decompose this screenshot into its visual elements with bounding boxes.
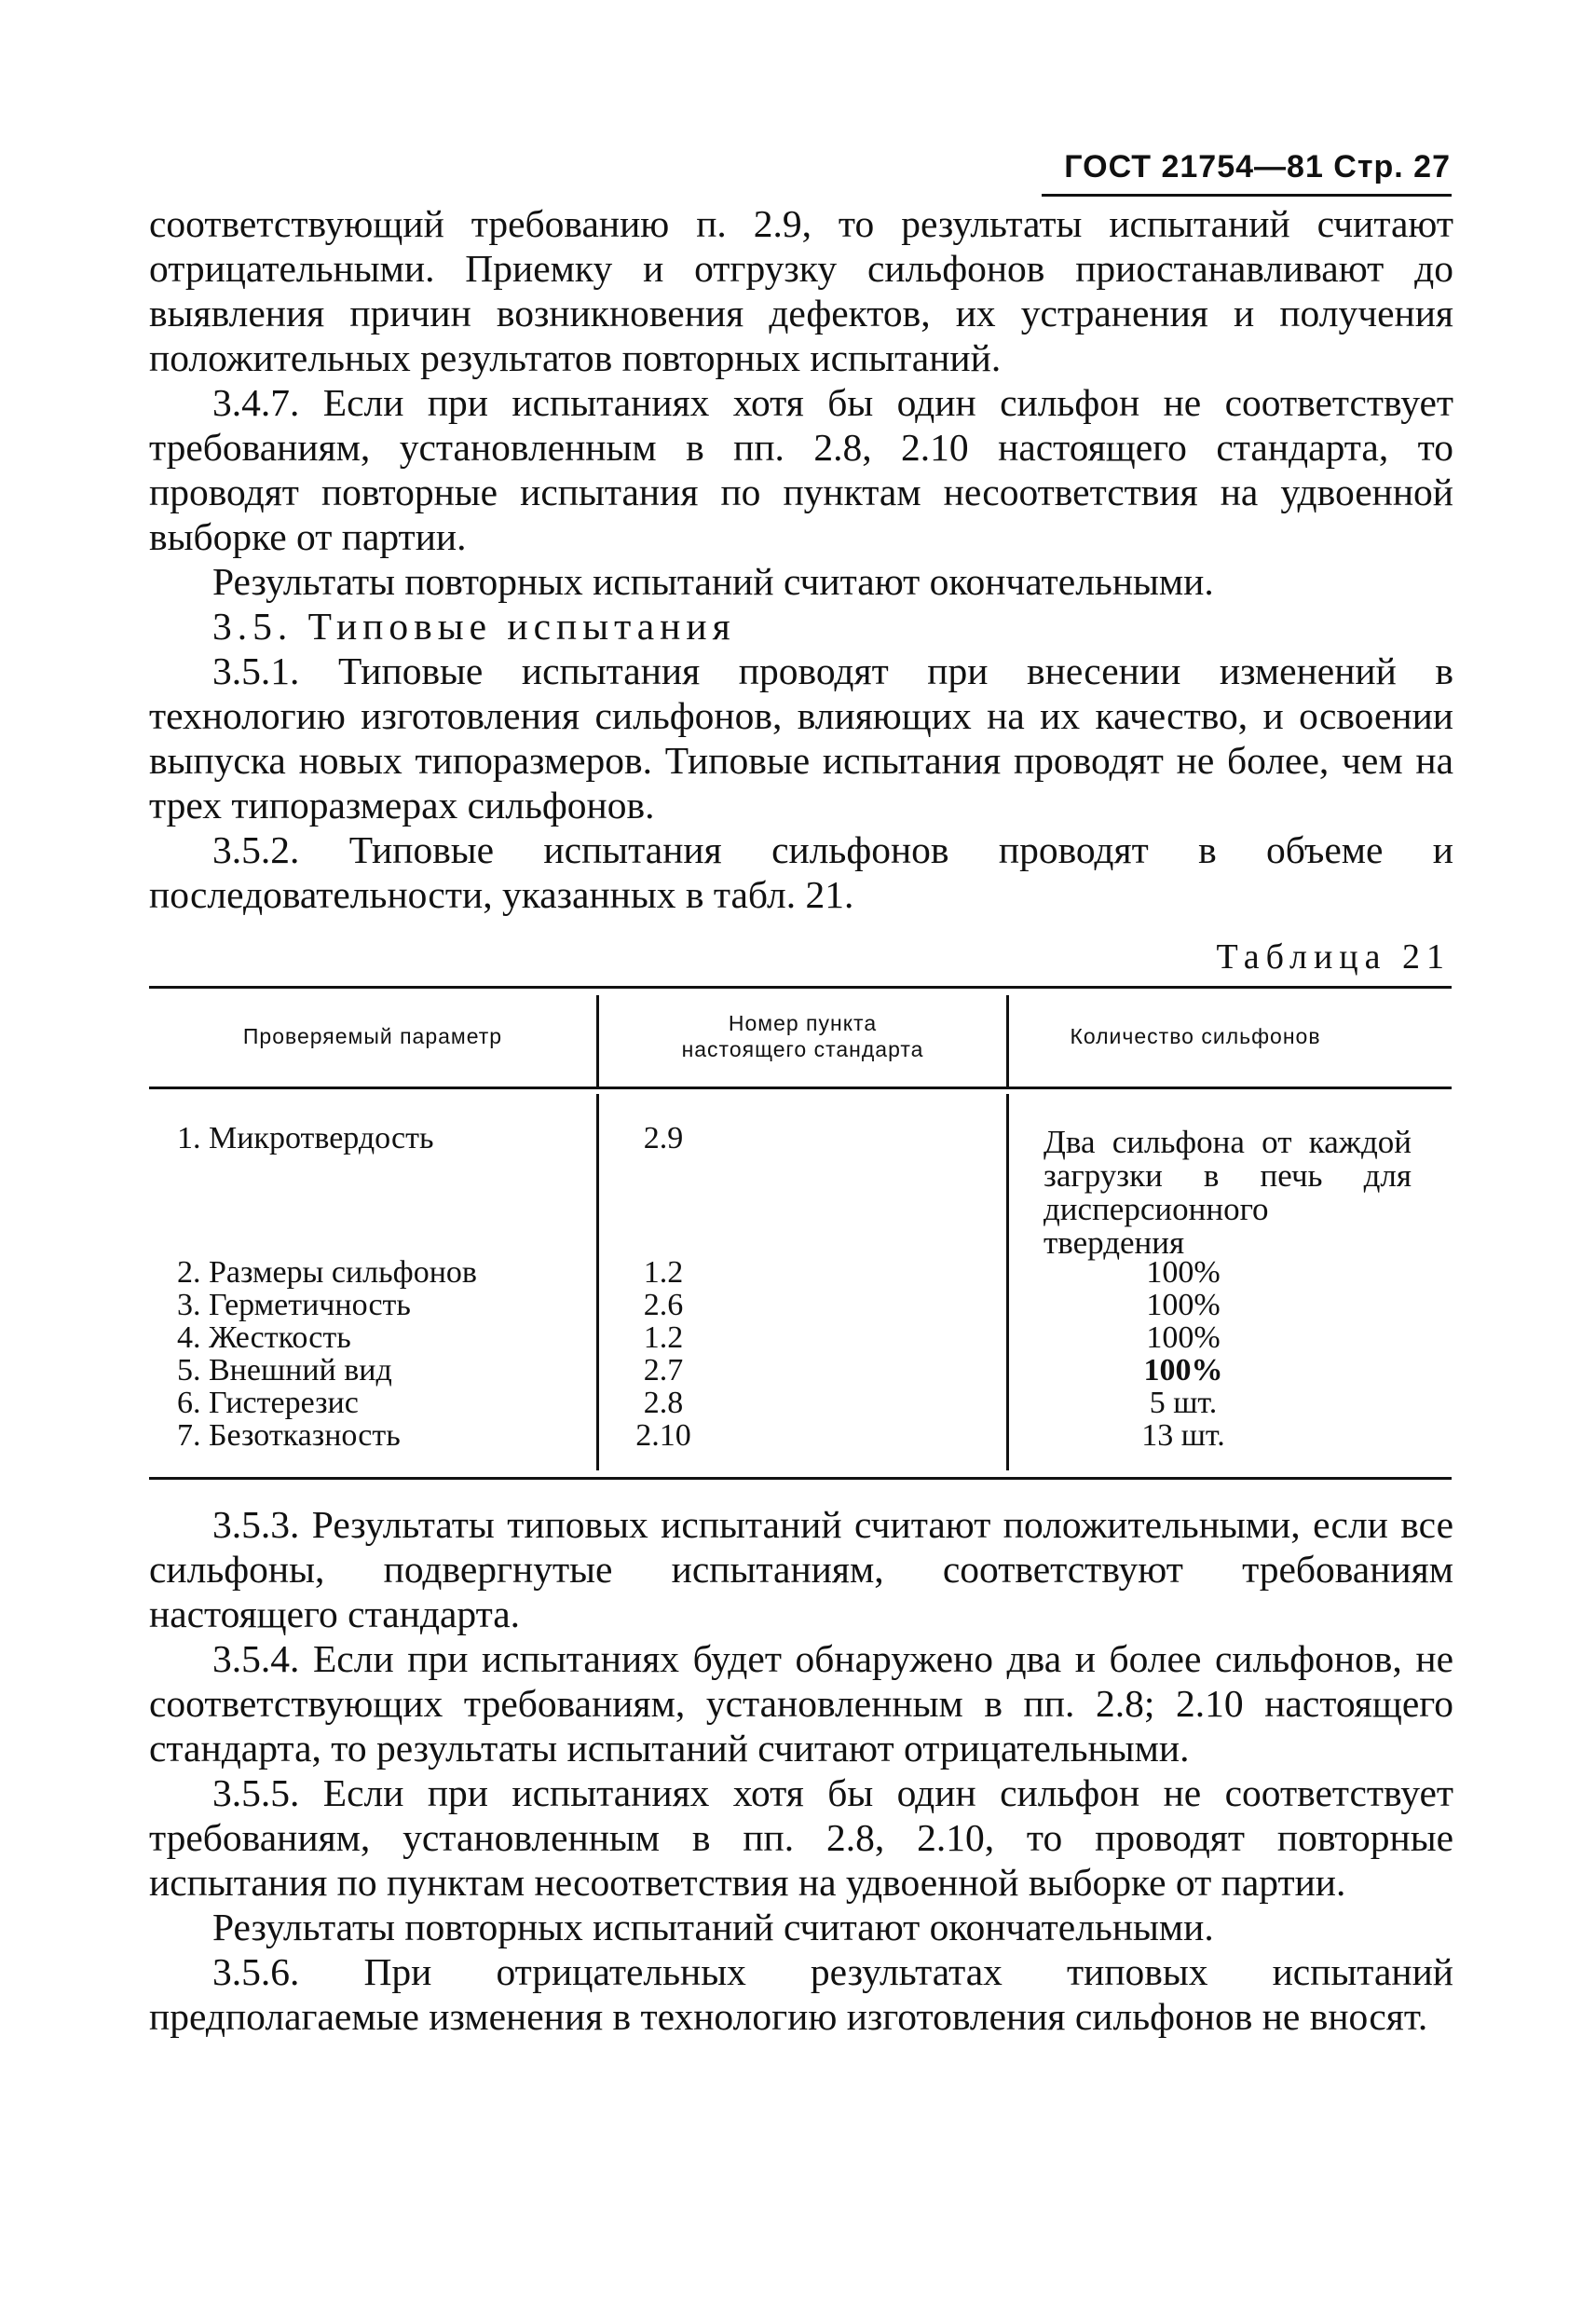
cell-clause: 1.2 (643, 1320, 684, 1355)
header-param: Проверяемый параметр (242, 1024, 503, 1048)
table-bottom-rule (149, 1477, 1452, 1480)
text-block-top (149, 201, 1453, 917)
cell-param: 1. Микротвердость (177, 1121, 434, 1155)
cell-qty: 13 шт. (1141, 1418, 1225, 1453)
cell-clause: 2.9 (643, 1121, 684, 1155)
text-block-bottom (149, 1502, 1453, 2039)
table-column-divider (1006, 1094, 1009, 1470)
paragraph: 3.5.2. Типовые испытания сильфонов проводят в объеме и последовательности, указанных в табл. 21. (149, 828, 1453, 916)
cell-qty: 100% (1146, 1288, 1221, 1322)
table-header-rule (149, 1087, 1452, 1089)
cell-qty: 100% (1146, 1320, 1221, 1355)
cell-clause: 2.8 (643, 1386, 684, 1420)
cell-param: 4. Жесткость (177, 1320, 351, 1355)
cell-qty: Два сильфона от каждой загрузки в печь для дисперсионного твердения (1044, 1124, 1412, 1261)
header-clause-line: настоящего стандарта (681, 1037, 924, 1061)
paragraph: 3.5.3. Результаты типовых испытаний считают положительными, если все сильфоны, подвергнутые испытаниям, соответствуют требованиям настоящего стандарта. (149, 1503, 1453, 1635)
cell-param: 5. Внешний вид (177, 1353, 392, 1387)
paragraph: 3.5.4. Если при испытаниях будет обнаружено два и более сильфонов, не соответствующих требованиям, установленным в пп. 2.8; 2.10 настоящего стандарта, то результаты испытаний считают отрицательными. (149, 1637, 1453, 1770)
cell-param: 2. Размеры сильфонов (177, 1255, 477, 1290)
cell-qty: 100% (1143, 1353, 1223, 1387)
page-header: ГОСТ 21754—81 Стр. 27 (1064, 149, 1451, 185)
cell-clause: 2.6 (643, 1288, 684, 1322)
header-rule (1042, 194, 1452, 197)
table-top-rule (149, 986, 1452, 989)
cell-param: 3. Герметичность (177, 1288, 411, 1322)
header-clause-line: Номер пункта (728, 1011, 878, 1035)
table-label: Таблица 21 (1216, 937, 1451, 977)
cell-param: 6. Гистерезис (177, 1386, 359, 1420)
section-heading: 3.5. Типовые испытания (212, 605, 736, 648)
cell-clause: 2.7 (643, 1353, 684, 1387)
paragraph: 3.4.7. Если при испытаниях хотя бы один сильфон не соответствует требованиям, установленным в пп. 2.8, 2.10 настоящего стандарта, то проводят повторные испытания по пунктам несоответствия на удвоенной выборке от партии. (149, 381, 1453, 558)
paragraph: соответствующий требованию п. 2.9, то результаты испытаний считают отрицательными. Приемку и отгрузку сильфонов приостанавливают до выявления причин возникновения дефектов, их устранения и получения положительных результатов повторных испытаний. (149, 202, 1453, 379)
paragraph: Результаты повторных испытаний считают окончательными. (212, 560, 1214, 603)
cell-qty: 100% (1146, 1255, 1221, 1290)
cell-param: 7. Безотказность (177, 1418, 401, 1453)
paragraph: 3.5.5. Если при испытаниях хотя бы один сильфон не соответствует требованиям, установленным в пп. 2.8, 2.10, то проводят повторные испытания по пунктам несоответствия на удвоенной выборке от партии. (149, 1771, 1453, 1904)
cell-clause: 1.2 (643, 1255, 684, 1290)
cell-clause: 2.10 (635, 1418, 691, 1453)
table-column-divider (596, 1094, 599, 1470)
paragraph: 3.5.1. Типовые испытания проводят при внесении изменений в технологию изготовления сильфонов, влияющих на их качество, и освоении выпуска новых типоразмеров. Типовые испытания проводят не более, чем на трех типоразмерах сильфонов. (149, 649, 1453, 827)
paragraph: Результаты повторных испытаний считают окончательными. (212, 1906, 1214, 1948)
paragraph: 3.5.6. При отрицательных результатах типовых испытаний предполагаемые изменения в технологию изготовления сильфонов не вносят. (149, 1950, 1453, 2038)
cell-qty: 5 шт. (1149, 1386, 1218, 1420)
header-clause (599, 1010, 1006, 1062)
data-table (149, 986, 1452, 1480)
header-qty: Количество сильфонов (1070, 1024, 1321, 1048)
